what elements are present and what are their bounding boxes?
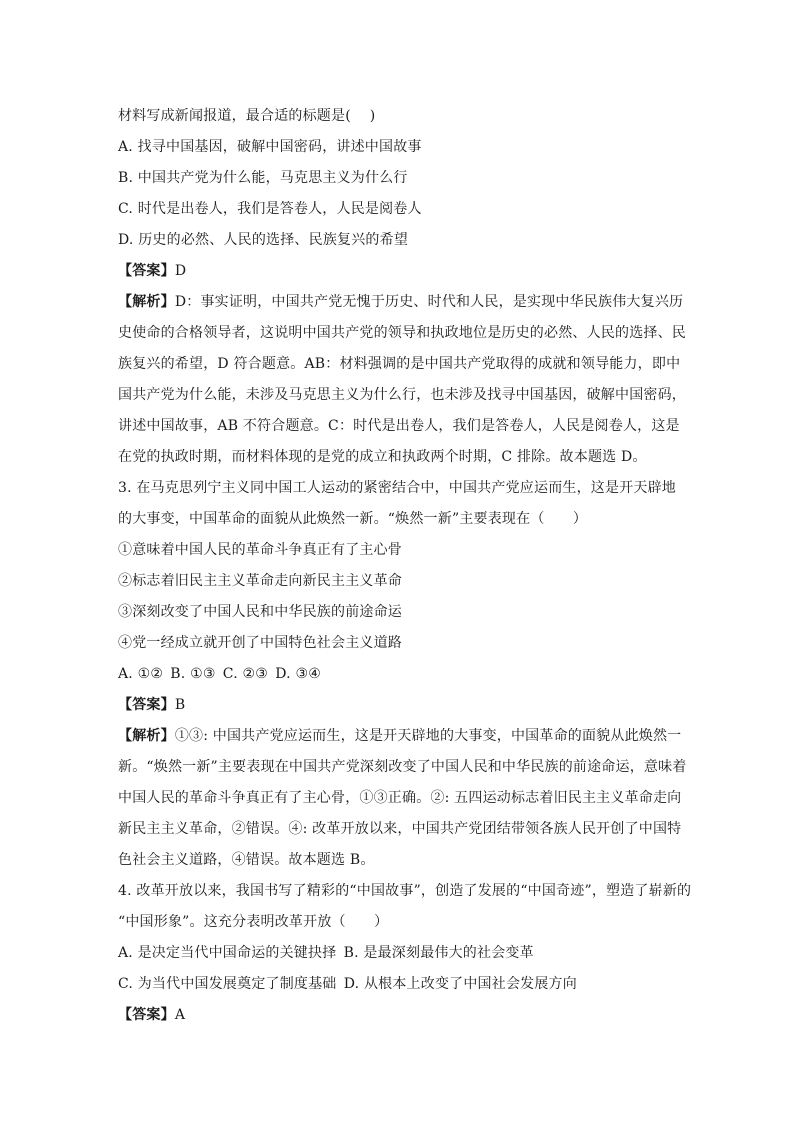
q2-answer [118, 256, 688, 287]
answer-tag: 【答案】 [118, 1007, 175, 1023]
q2-option-a: A. 找寻中国基因，破解中国密码，讲述中国故事 [118, 139, 422, 155]
q2-stem-end: 材料写成新闻报道，最合适的标题是( ) [118, 108, 376, 124]
q3-options: A. ①② B. ①③ C. ②③ D. ③④ [118, 666, 321, 682]
analysis-line: 史使命的合格领导者，这说明中国共产党的领导和执政地位是历史的必然、人民的选择、民 [118, 325, 686, 341]
q4-answer [118, 1000, 688, 1031]
q3-stem [118, 473, 688, 535]
analysis-text: ①③: 中国共产党应运而生，这是开天辟地的大事变，中国革命的面貌从此焕然一 [174, 728, 682, 744]
q2-analysis [118, 287, 688, 473]
analysis-line: 中国人民的革命斗争真正有了主心骨，①③正确。②: 五四运动标志着旧民主主义革命走向 [118, 790, 682, 806]
answer-value: A [174, 1007, 186, 1023]
q3-statement-2: ②标志着旧民主主义革命走向新民主主义革命 [118, 573, 402, 589]
q4-stem [118, 876, 692, 938]
q3-analysis [118, 721, 688, 876]
q2-option-b: B. 中国共产党为什么能，马克思主义为什么行 [118, 170, 408, 186]
analysis-line [118, 287, 688, 318]
stem-line: 3. 在马克思列宁主义同中国工人运动的紧密结合中，中国共产党应运而生，这是开天辟地 [118, 480, 677, 496]
analysis-line: 新民主主义革命，②错误。④: 改革开放以来，中国共产党团结带领各族人民开创了中国特 [118, 821, 682, 837]
analysis-line: 在党的执政时期，而材料体现的是党的成立和执政两个时期，C 排除。故本题选 D。 [118, 449, 647, 465]
analysis-line: 国共产党为什么能，未涉及马克思主义为什么行，也未涉及找寻中国基因，破解中国密码， [118, 387, 686, 403]
analysis-line: 族复兴的希望，D 符合题意。AB：材料强调的是中国共产党取得的成就和领导能力，即中 [118, 356, 681, 372]
analysis-tag: 【解析】 [118, 294, 175, 310]
stem-line: “中国形象”。这充分表明改革开放（ ） [118, 914, 389, 930]
analysis-tag: 【解析】 [118, 728, 175, 744]
analysis-text: D：事实证明，中国共产党无愧于历史、时代和人民，是实现中华民族伟大复兴历 [174, 294, 684, 310]
q2-option-c: C. 时代是出卷人，我们是答卷人，人民是阅卷人 [118, 201, 422, 217]
q3-statement-4: ④党一经成立就开创了中国特色社会主义道路 [118, 635, 402, 651]
q4-options-ab: A. 是决定当代中国命运的关键抉择 B. 是最深刻最伟大的社会变革 [118, 945, 534, 961]
answer-tag: 【答案】 [118, 697, 175, 713]
q3-statement-3: ③深刻改变了中国人民和中华民族的前途命运 [118, 604, 402, 620]
analysis-line: 讲述中国故事，AB 不符合题意。C：时代是出卷人，我们是答卷人，人民是阅卷人，这是 [118, 418, 680, 434]
page-content [118, 101, 692, 1031]
answer-value: D [174, 263, 187, 279]
analysis-line: 新。“焕然一新”主要表现在中国共产党深刻改变了中国人民和中华民族的前途命运，意味着 [118, 759, 687, 775]
stem-line: 4. 改革开放以来，我国书写了精彩的“中国故事”，创造了发展的“中国奇迹”，塑造了崭新的 [118, 883, 692, 899]
q3-answer [118, 690, 688, 721]
stem-line: 的大事变，中国革命的面貌从此焕然一新。“焕然一新”主要表现在（ ） [118, 511, 588, 527]
q4-options-cd: C. 为当代中国发展奠定了制度基础 D. 从根本上改变了中国社会发展方向 [118, 976, 577, 992]
answer-tag: 【答案】 [118, 263, 175, 279]
analysis-line: 色社会主义道路，④错误。故本题选 B。 [118, 852, 375, 868]
q3-statement-1: ①意味着中国人民的革命斗争真正有了主心骨 [118, 542, 402, 558]
q2-option-d: D. 历史的必然、人民的选择、民族复兴的希望 [118, 232, 409, 248]
answer-value: B [174, 697, 186, 713]
analysis-line [118, 721, 688, 752]
